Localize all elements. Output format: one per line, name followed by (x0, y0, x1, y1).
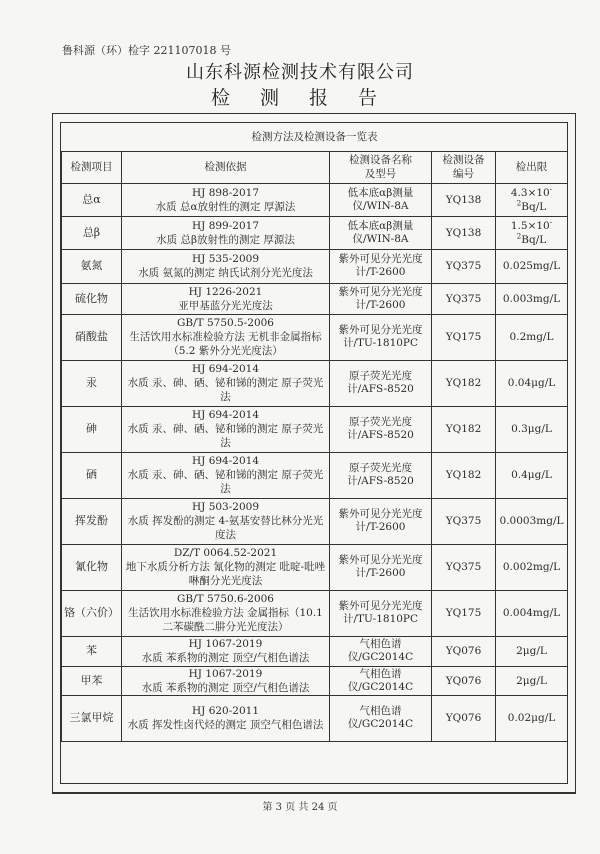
cell-equipment: 原子荧光光度计/AFS-8520 (330, 452, 432, 498)
standard-number: HJ 694-2014 (191, 409, 259, 421)
limit-base: 1.5×10 (510, 219, 550, 232)
standard-number: HJ 1226-2021 (188, 285, 263, 298)
method-name: 水质 汞、砷、硒、铋和锑的测定 原子荧光法 (127, 469, 324, 495)
method-name: 生活饮用水标准检验方法 无机非金属指标（5.2 紫外分光光度法） (129, 331, 322, 357)
limit-exponent: -2 (516, 185, 553, 207)
cell-basis (122, 283, 330, 314)
cell-equipment-code: YQ175 (432, 314, 496, 360)
cell-item: 砷 (62, 406, 122, 452)
table-row (62, 360, 568, 406)
cell-item: 苯 (62, 636, 122, 666)
standard-number: HJ 694-2014 (191, 455, 259, 467)
cell-equipment-code: YQ182 (432, 360, 496, 406)
cell-detection-limit: 0.002mg/L (496, 544, 568, 590)
cell-equipment: 紫外可见分光光度计/T-2600 (330, 544, 432, 590)
standard-number: HJ 1067-2019 (188, 638, 263, 650)
header-limit: 检出限 (496, 151, 568, 183)
standard-number: DZ/T 0064.52-2021 (173, 547, 278, 559)
cell-equipment-code: YQ175 (432, 590, 496, 636)
table-row (62, 695, 568, 741)
table-row (62, 283, 568, 314)
cell-item: 总β (62, 216, 122, 249)
cell-equipment-code: YQ375 (432, 249, 496, 283)
cell-item: 总α (62, 183, 122, 216)
cell-detection-limit: 0.0003mg/L (496, 498, 568, 544)
cell-detection-limit (496, 183, 568, 216)
header-item: 检测项目 (62, 151, 122, 183)
cell-basis (122, 636, 330, 666)
table-row (62, 636, 568, 666)
header-basis: 检测依据 (122, 151, 330, 183)
cell-basis (122, 544, 330, 590)
method-name: 水质 氨氮的测定 纳氏试剂分光光度法 (138, 267, 313, 279)
cell-equipment: 气相色谱仪/GC2014C (330, 636, 432, 666)
limit-unit: Bq/L (521, 200, 547, 213)
cell-equipment: 低本底αβ测量仪/WIN-8A (330, 216, 432, 249)
header-equipment (330, 151, 432, 183)
cell-equipment-code: YQ138 (432, 183, 496, 216)
company-name: 山东科源检测技术有限公司 (186, 62, 414, 83)
standard-number: GB/T 5750.5-2006 (177, 317, 274, 329)
standard-number: HJ 503-2009 (191, 501, 259, 513)
page-number: 第 3 页 共 24 页 (262, 802, 338, 813)
cell-equipment-code: YQ182 (432, 452, 496, 498)
table-row (62, 452, 568, 498)
cell-basis (122, 590, 330, 636)
standard-number: HJ 620-2011 (191, 705, 259, 717)
method-name: 生活饮用水标准检验方法 金属指标（10.1 二苯碳酰二肼分光光度法） (128, 607, 323, 633)
cell-item: 甲苯 (62, 666, 122, 695)
cell-basis (122, 183, 330, 216)
method-name: 水质 汞、砷、硒、铋和锑的测定 原子荧光法 (127, 377, 324, 403)
limit-unit: Bq/L (521, 233, 547, 246)
standard-number: GB/T 5750.6-2006 (177, 593, 274, 605)
cell-equipment: 紫外可见分光光度计/TU-1810PC (330, 314, 432, 360)
cell-equipment-code: YQ375 (432, 283, 496, 314)
method-name: 水质 苯系物的测定 顶空/气相色谱法 (141, 681, 310, 694)
cell-equipment-code: YQ076 (432, 695, 496, 741)
methods-equipment-table (61, 123, 568, 742)
cell-equipment-code: YQ138 (432, 216, 496, 249)
method-name: 水质 挥发性卤代烃的测定 顶空气相色谱法 (127, 719, 324, 731)
cell-item: 硝酸盐 (62, 314, 122, 360)
method-name: 地下水质分析方法 氰化物的测定 吡啶-吡唑啉酮分光光度法 (125, 561, 326, 587)
header-equipment-line1: 检测设备名称 (349, 154, 412, 166)
standard-number: HJ 898-2017 (191, 186, 259, 199)
cell-detection-limit: 2μg/L (496, 666, 568, 695)
cell-basis (122, 360, 330, 406)
cell-basis (122, 498, 330, 544)
cell-detection-limit: 2μg/L (496, 636, 568, 666)
cell-item: 铬（六价） (62, 590, 122, 636)
header-code-line1: 检测设备 (442, 154, 485, 166)
cell-equipment: 紫外可见分光光度计/T-2600 (330, 283, 432, 314)
cell-item: 氰化物 (62, 544, 122, 590)
cell-detection-limit: 0.003mg/L (496, 283, 568, 314)
cell-equipment-code: YQ375 (432, 498, 496, 544)
cell-basis (122, 695, 330, 741)
standard-number: HJ 899-2017 (191, 219, 259, 232)
cell-equipment: 原子荧光光度计/AFS-8520 (330, 406, 432, 452)
cell-detection-limit: 0.02μg/L (496, 695, 568, 741)
cell-detection-limit: 0.004mg/L (496, 590, 568, 636)
cell-equipment: 紫外可见分光光度计/TU-1810PC (330, 590, 432, 636)
document-number: 鲁科源（环）检字 221107018 号 (62, 44, 231, 57)
cell-basis (122, 249, 330, 283)
cell-equipment: 气相色谱仪/GC2014C (330, 666, 432, 695)
cell-equipment-code: YQ076 (432, 666, 496, 695)
table-row (62, 314, 568, 360)
cell-item: 挥发酚 (62, 498, 122, 544)
cell-detection-limit: 0.3μg/L (496, 406, 568, 452)
table-row (62, 666, 568, 695)
cell-detection-limit: 0.4μg/L (496, 452, 568, 498)
table-row (62, 183, 568, 216)
standard-number: HJ 694-2014 (191, 363, 259, 375)
header-equipment-line2: 及型号 (364, 168, 397, 180)
method-name: 水质 汞、砷、硒、铋和锑的测定 原子荧光法 (127, 423, 324, 449)
header-code (432, 151, 496, 183)
table-frame (60, 122, 568, 784)
header-code-line2: 编号 (453, 168, 474, 180)
cell-equipment: 原子荧光光度计/AFS-8520 (330, 360, 432, 406)
cell-basis (122, 452, 330, 498)
cell-basis (122, 314, 330, 360)
cell-detection-limit: 0.2mg/L (496, 314, 568, 360)
table-row (62, 406, 568, 452)
cell-equipment-code: YQ076 (432, 636, 496, 666)
table-caption: 检测方法及检测设备一览表 (62, 123, 568, 151)
method-name: 亚甲基蓝分光光度法 (178, 299, 273, 312)
cell-item: 硒 (62, 452, 122, 498)
standard-number: HJ 1067-2019 (188, 667, 263, 680)
table-row (62, 544, 568, 590)
footer-rule (52, 793, 576, 794)
cell-basis (122, 216, 330, 249)
method-name: 水质 总α放射性的测定 厚源法 (155, 200, 296, 213)
cell-item: 硫化物 (62, 283, 122, 314)
cell-equipment-code: YQ375 (432, 544, 496, 590)
cell-item: 三氯甲烷 (62, 695, 122, 741)
table-row (62, 249, 568, 283)
method-name: 水质 苯系物的测定 顶空/气相色谱法 (141, 652, 310, 664)
report-title: 检 测 报 告 (210, 87, 390, 109)
cell-detection-limit: 0.04μg/L (496, 360, 568, 406)
limit-base: 4.3×10 (510, 186, 550, 199)
cell-item: 氨氮 (62, 249, 122, 283)
table-row (62, 590, 568, 636)
table-row (62, 498, 568, 544)
cell-equipment: 低本底αβ测量仪/WIN-8A (330, 183, 432, 216)
cell-equipment: 紫外可见分光光度计/T-2600 (330, 249, 432, 283)
table-row (62, 216, 568, 249)
standard-number: HJ 535-2009 (191, 253, 259, 265)
table-body (62, 183, 568, 741)
cell-detection-limit (496, 216, 568, 249)
cell-detection-limit: 0.025mg/L (496, 249, 568, 283)
method-name: 水质 总β放射性的测定 厚源法 (156, 233, 295, 246)
cell-item: 汞 (62, 360, 122, 406)
cell-equipment: 紫外可见分光光度计/T-2600 (330, 498, 432, 544)
cell-basis (122, 406, 330, 452)
method-name: 水质 挥发酚的测定 4-氨基安替比林分光光度法 (127, 515, 324, 541)
cell-basis (122, 666, 330, 695)
limit-exponent: -2 (516, 218, 553, 240)
cell-equipment-code: YQ182 (432, 406, 496, 452)
table-header-row (62, 151, 568, 183)
cell-equipment: 气相色谱仪/GC2014C (330, 695, 432, 741)
